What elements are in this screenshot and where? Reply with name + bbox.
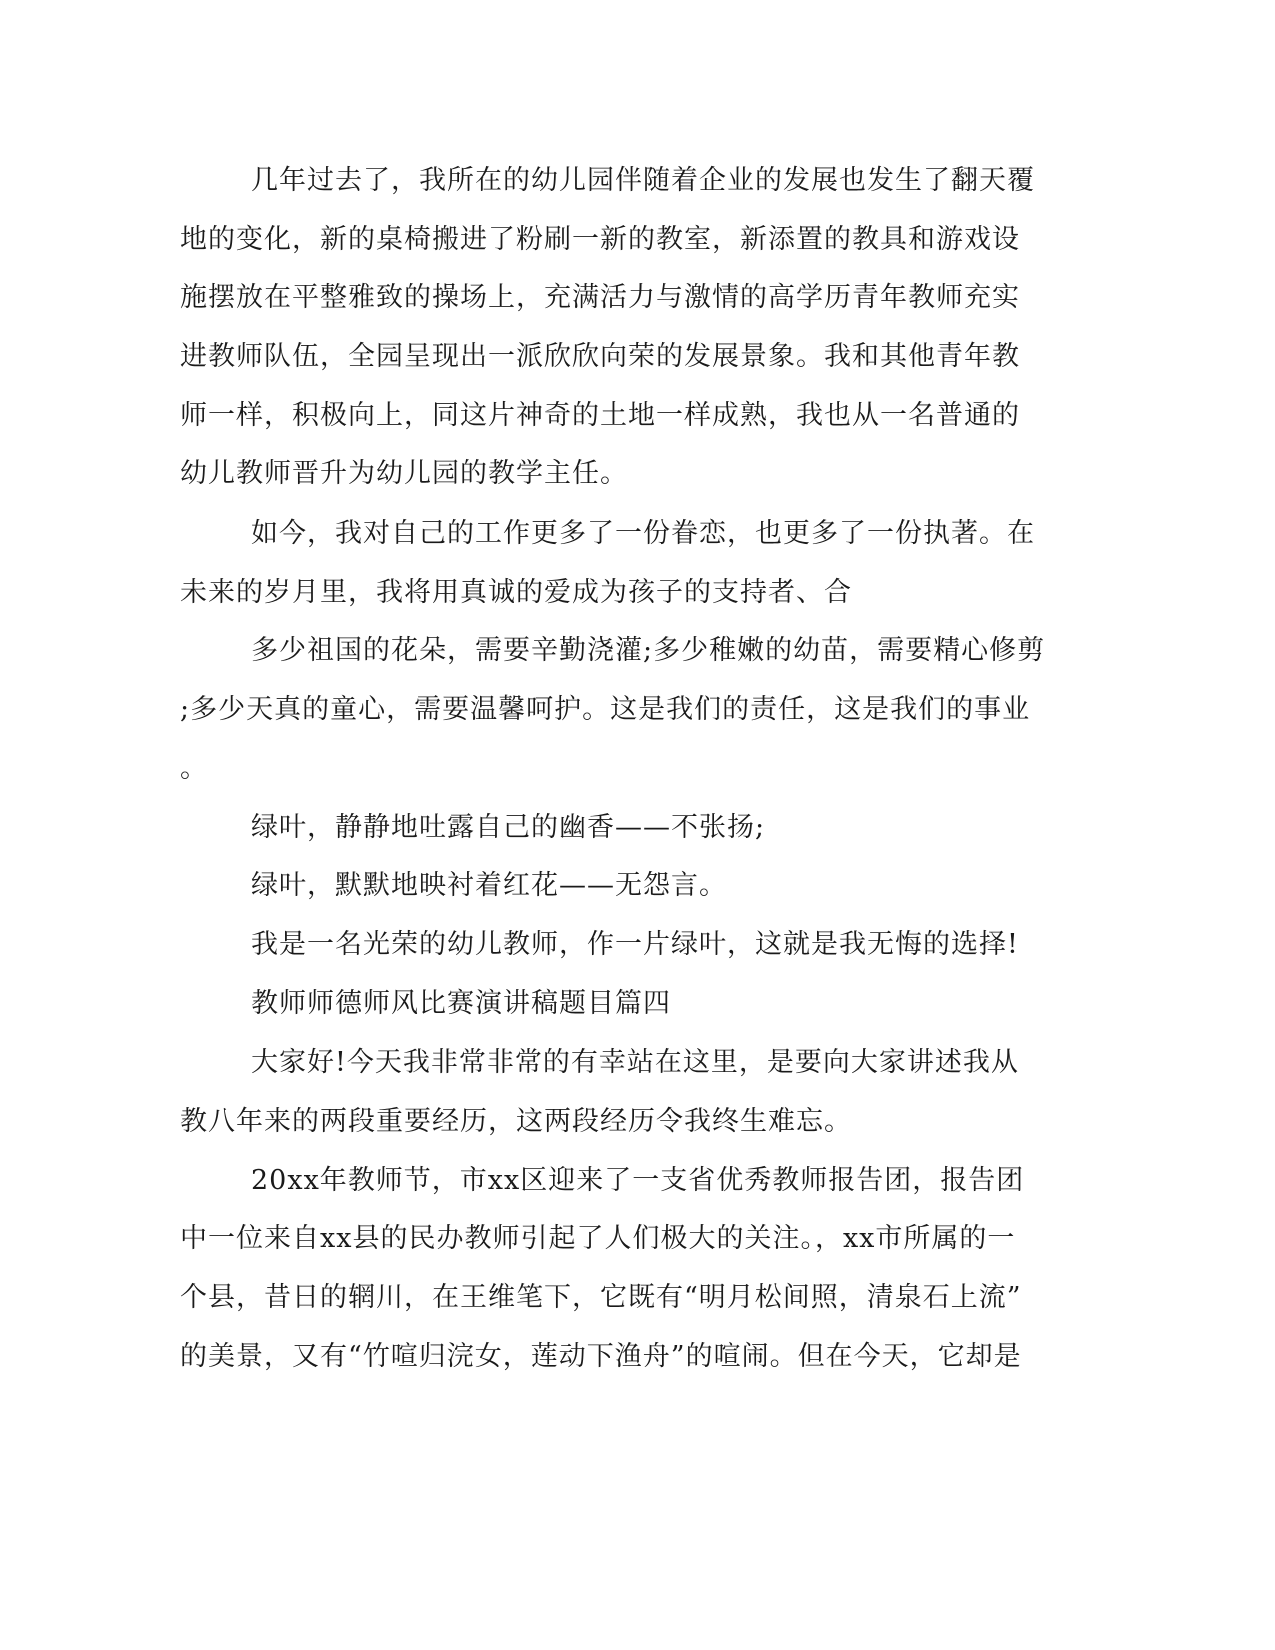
text-line: 地的变化，新的桌椅搬进了粉刷一新的教室，新添置的教具和游戏设	[180, 224, 1020, 255]
section-heading: 教师师德师风比赛演讲稿题目篇四	[251, 988, 671, 1019]
text-line: ;多少天真的童心，需要温馨呵护。这是我们的责任，这是我们的事业	[180, 694, 1031, 725]
text-line: 教八年来的两段重要经历，这两段经历令我终生难忘。	[180, 1106, 852, 1137]
text-line: 大家好!今天我非常非常的有幸站在这里，是要向大家讲述我从	[251, 1047, 1019, 1078]
text-line: 未来的岁月里，我将用真诚的爱成为孩子的支持者、合	[180, 577, 852, 608]
text-line: 绿叶，静静地吐露自己的幽香——不张扬;	[251, 812, 766, 843]
text-line: 。	[180, 753, 208, 784]
text-line: 施摆放在平整雅致的操场上，充满活力与激情的高学历青年教师充实	[180, 282, 1020, 313]
text-line: 个县，昔日的辋川，在王维笔下，它既有“明月松间照，清泉石上流”	[180, 1282, 1022, 1313]
text-line: 绿叶，默默地映衬着红花——无怨言。	[251, 870, 727, 901]
text-line: 的美景，又有“竹喧归浣女，莲动下渔舟”的喧闹。但在今天，它却是	[180, 1341, 1022, 1372]
text-line: 我是一名光荣的幼儿教师，作一片绿叶，这就是我无悔的选择!	[251, 929, 1019, 960]
text-line: 师一样，积极向上，同这片神奇的土地一样成熟，我也从一名普通的	[180, 400, 1020, 431]
text-line: 进教师队伍，全园呈现出一派欣欣向荣的发展景象。我和其他青年教	[180, 341, 1020, 372]
text-line: 如今，我对自己的工作更多了一份眷恋，也更多了一份执著。在	[251, 518, 1035, 549]
text-line: 幼儿教师晋升为幼儿园的教学主任。	[180, 458, 628, 489]
text-line: 20xx年教师节，市xx区迎来了一支省优秀教师报告团，报告团	[251, 1165, 1025, 1196]
text-line: 中一位来自xx县的民办教师引起了人们极大的关注。，xx市所属的一	[180, 1223, 1016, 1254]
text-line: 几年过去了，我所在的幼儿园伴随着企业的发展也发生了翻天覆	[251, 165, 1035, 196]
text-line: 多少祖国的花朵，需要辛勤浇灌;多少稚嫩的幼苗，需要精心修剪	[251, 635, 1046, 666]
